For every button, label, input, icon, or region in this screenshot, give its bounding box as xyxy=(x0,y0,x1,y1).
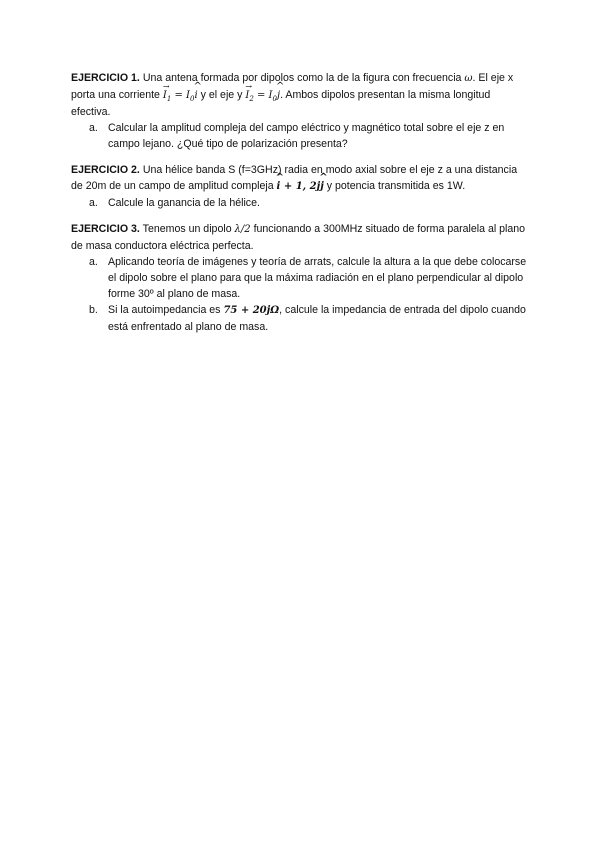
i1-subscript: 1 xyxy=(166,95,172,103)
i2-vector: → I xyxy=(245,88,249,104)
list-item xyxy=(71,120,529,152)
exercise-3-text-1: Tenemos un dipolo xyxy=(142,223,232,235)
field-amplitude xyxy=(277,181,324,192)
equation-i2 xyxy=(245,90,280,101)
exercise-1 xyxy=(71,70,529,152)
i2-equals: = I xyxy=(253,90,273,101)
item-text: Calcule la ganancia de la hélice. xyxy=(108,197,260,209)
plus-sign: + xyxy=(280,181,296,192)
exercise-2 xyxy=(71,162,529,211)
item-text: Aplicando teoría de imágenes y teoría de arrats, calcule la altura a la que debe colocarse el dipolo sobre el plano para que la máxima radiación en el plano perpendicular al dipolo forme 30º al plano de masa. xyxy=(108,256,527,300)
item-marker: a. xyxy=(89,256,98,268)
list-item xyxy=(71,302,529,335)
item-marker: b. xyxy=(89,304,98,316)
exercise-3-items xyxy=(71,254,529,335)
i1-equals: = I xyxy=(171,90,190,101)
exercise-2-text-1: Una hélice banda S (f=3GHz) radia en modo axial sobre el eje z a una distancia de 20m de un campo de amplitud compleja xyxy=(71,164,518,192)
i2-subscript: 2 xyxy=(249,95,254,103)
item-marker: a. xyxy=(89,122,98,134)
exercise-3-text-2: funcionando a 300MHz situado de forma paralela al plano de masa conductora eléctrica perfecta. xyxy=(71,223,526,252)
coefficient: 1, 2j xyxy=(295,181,321,192)
exercise-3-statement xyxy=(71,221,529,254)
exercise-2-items xyxy=(71,195,529,211)
exercise-3-title: EJERCICIO 3. xyxy=(71,223,140,235)
exercise-1-statement xyxy=(71,70,529,120)
list-item xyxy=(71,195,529,211)
item-marker: a. xyxy=(89,197,98,209)
item-text-before: Si la autoimpedancia es xyxy=(108,304,221,316)
list-item xyxy=(71,254,529,302)
exercise-1-text-4: . Ambos dipolos presentan la misma longitud efectiva. xyxy=(71,89,491,118)
equation-i1 xyxy=(163,90,198,101)
lambda-half: λ/2 xyxy=(234,224,251,235)
self-impedance: 75 + 20jΩ xyxy=(223,305,280,316)
j-hat: ^ j xyxy=(320,179,324,195)
exercise-3 xyxy=(71,221,529,335)
exercise-1-text-1: Una antena formada por dipolos como la de la figura con frecuencia xyxy=(142,72,462,84)
i1-vector: → I xyxy=(163,88,167,104)
exercise-1-text-2: . El eje x porta una corriente xyxy=(71,72,514,101)
exercise-1-items xyxy=(71,120,529,152)
exercise-2-statement xyxy=(71,162,529,195)
i0-subscript: 0 xyxy=(190,95,195,103)
item-text: Calcular la amplitud compleja del campo eléctrico y magnético total sobre el eje z en campo lejano. ¿Qué tipo de polarización presenta? xyxy=(108,122,505,150)
omega-symbol: ω xyxy=(464,73,473,84)
j-hat: ^ j xyxy=(277,88,280,104)
i-hat: ^ i xyxy=(194,88,197,104)
exercise-2-text-2: y potencia transmitida es 1W. xyxy=(326,180,466,192)
document-page xyxy=(71,70,529,345)
i-hat: ^ i xyxy=(277,179,281,195)
exercise-1-title: EJERCICIO 1. xyxy=(71,72,140,84)
exercise-2-title: EJERCICIO 2. xyxy=(71,164,140,176)
item-text-after: , calcule la impedancia de entrada del dipolo cuando está enfrentado al plano de masa. xyxy=(108,304,526,333)
i0b-subscript: 0 xyxy=(272,95,277,103)
exercise-1-text-3: y el eje y xyxy=(200,89,243,101)
